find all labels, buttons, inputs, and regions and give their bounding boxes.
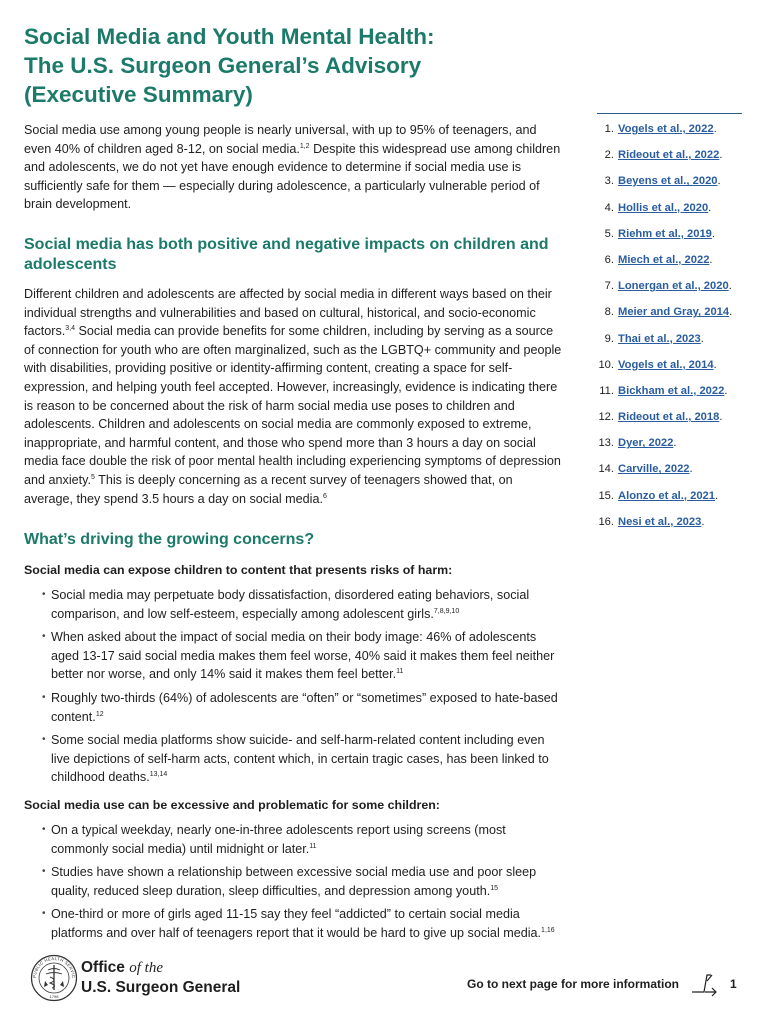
list-item: • Some social media platforms show suicide- and self-harm-related content including even live depictions of self-harm acts, content which, in certain tragic cases, has been linked to childhood deaths.$^{13,14}$ xyxy=(24,731,564,787)
reference-number: 16. xyxy=(598,515,614,528)
next-page-link[interactable]: Go to next page for more information xyxy=(467,977,680,991)
reference-item: 8. Meier and Gray, 2014 . xyxy=(597,305,742,331)
title-line-2: The U.S. Surgeon General’s Advisory xyxy=(24,53,422,78)
seal-year: 1798 xyxy=(49,994,59,999)
office-word: Office xyxy=(81,959,125,976)
references-list xyxy=(597,122,742,541)
reference-item: 12. Rideout et al., 2018 . xyxy=(598,411,723,424)
reference-link[interactable]: Meier and Gray, 2014 xyxy=(618,306,730,319)
reference-number: 11. xyxy=(599,384,614,397)
list-item: • Social media may perpetuate body dissatisfaction, disordered eating behaviors, social comparison, and low self-esteem, especially among adolescent girls.$^{7,8,9,10}$ xyxy=(24,586,564,623)
reference-number: 6. xyxy=(604,253,614,266)
title-line-1: Social Media and Youth Mental Health: xyxy=(24,24,435,49)
reference-link[interactable]: Hollis et al., 2020 xyxy=(618,201,709,214)
page-number: 1 xyxy=(730,977,737,991)
reference-link[interactable]: Rideout et al., 2022 xyxy=(618,149,720,162)
references-sidebar xyxy=(597,113,742,541)
reference-number: 13. xyxy=(598,437,614,450)
title-line-3: (Executive Summary) xyxy=(24,82,253,107)
svg-text:PUBLIC HEALTH SERVICE xyxy=(30,954,76,979)
reference-item: 10. Vogels et al., 2014 . xyxy=(598,358,717,371)
reference-item: 6. Miech et al., 2022 . xyxy=(597,253,742,279)
reference-link[interactable]: Nesi et al., 2023 xyxy=(618,515,702,528)
reference-link[interactable]: Alonzo et al., 2021 xyxy=(618,489,715,502)
reference-link[interactable]: Vogels et al., 2014 xyxy=(618,358,714,371)
reference-link[interactable]: Beyens et al., 2020 xyxy=(618,175,718,188)
reference-item: 7. Lonergan et al., 2020 . xyxy=(597,279,742,305)
reference-item: 9. Thai et al., 2023 . xyxy=(597,332,742,358)
reference-link[interactable]: Bickham et al., 2022 xyxy=(618,384,725,397)
subheading-content-risks: Social media can expose children to content that presents risks of harm: xyxy=(24,563,453,578)
content-risks-list xyxy=(24,586,564,787)
reference-link[interactable]: Thai et al., 2023 xyxy=(618,332,701,345)
reference-number: 8. xyxy=(604,306,614,319)
reference-link[interactable]: Lonergan et al., 2020 xyxy=(618,280,729,293)
reference-item: 16. Nesi et al., 2023 . xyxy=(598,515,705,528)
reference-number: 5. xyxy=(604,227,614,240)
reference-number: 9. xyxy=(604,332,614,345)
office-name xyxy=(81,958,240,997)
reference-number: 7. xyxy=(604,280,614,293)
reference-item: 13. Dyer, 2022 . xyxy=(598,437,677,450)
reference-number: 15. xyxy=(598,489,614,502)
reference-item: 4. Hollis et al., 2020 . xyxy=(597,201,742,227)
reference-item: 15. Alonzo et al., 2021 . xyxy=(598,489,719,502)
list-item: • When asked about the impact of social media on their body image: 46% of adolescents aged 13-17 said social media makes them feel worse, 40% said it makes them feel neither better nor worse, and only 14% said it makes them feel better.$^{11}$ xyxy=(24,628,564,684)
list-item: • Studies have shown a relationship between excessive social media use and poor sleep quality, reduced sleep duration, sleep difficulties, and depression among youth.$^{15}$ xyxy=(24,863,564,900)
next-page-arrow-icon[interactable] xyxy=(690,971,722,997)
reference-number: 1. xyxy=(604,123,614,135)
reference-number: 4. xyxy=(604,201,614,214)
intro-paragraph: Social media use among young people is nearly universal, with up to 95% of teenagers, and even 40% of children aged 8-12, on social media.$^{1,2}$ Despite this widespread use among children and adolescents, we do not yet have enough evidence to determine if social media use is sufficiently safe for them — especially during adolescence, a particularly vulnerable period of brain development. xyxy=(24,123,561,212)
reference-item: 3. Beyens et al., 2020 . xyxy=(597,174,742,200)
reference-item: 2. Rideout et al., 2022 . xyxy=(597,148,742,174)
seal-text: PUBLIC HEALTH SERVIC xyxy=(31,955,77,979)
subheading-excessive-use: Social media use can be excessive and problematic for some children: xyxy=(24,798,440,813)
section-heading-impacts: Social media has both positive and negative impacts on children and adolescents xyxy=(24,235,549,273)
reference-number: 14. xyxy=(598,463,614,476)
reference-link[interactable]: Dyer, 2022 xyxy=(618,437,674,450)
reference-number: 10. xyxy=(598,358,614,371)
list-item: • Roughly two-thirds (64%) of adolescents are “often” or “sometimes” exposed to hate-based content.$^{12}$ xyxy=(24,689,564,726)
reference-item: 14. Carville, 2022 . xyxy=(598,463,693,476)
office-name-line-2: U.S. Surgeon General xyxy=(81,979,241,996)
page-title xyxy=(24,22,564,109)
reference-number: 12. xyxy=(598,411,614,424)
of-the-word: of the xyxy=(129,960,163,976)
public-health-service-seal-icon xyxy=(30,954,78,1002)
reference-item: 1. Vogels et al., 2022 . xyxy=(597,122,742,148)
reference-link[interactable]: Vogels et al., 2022 xyxy=(618,123,714,135)
reference-link[interactable]: Miech et al., 2022 xyxy=(618,253,710,266)
list-item: • One-third or more of girls aged 11-15 say they feel “addicted” to certain social media platforms and over half of teenagers report that it would be hard to give up social media.$^{1,16}$ xyxy=(24,905,564,942)
excessive-use-list xyxy=(24,821,564,943)
reference-number: 3. xyxy=(604,175,614,188)
reference-item: 11. Bickham et al., 2022 . xyxy=(597,384,742,410)
reference-link[interactable]: Carville, 2022 xyxy=(618,463,690,476)
reference-number: 2. xyxy=(604,149,614,162)
impacts-paragraph: Different children and adolescents are affected by social media in different ways based on their individual strengths and vulnerabilities and based on cultural, historical, and socio-economic factors.$^{3,4}$ Social media can provide benefits for some children, including by serving as a source of connection for youth who are often marginalized, such as the LGBTQ+ community and people with disabilities, providing positive or identity-affirming content, creating a space for self-expression, and helping youth feel accepted. However, increasingly, evidence is indicating there is reason to be concerned about the risk of harm social media use poses to children and adolescents. Children and adolescents on social media are commonly exposed to extreme, inappropriate, and harmful content, and those who spend more than 3 hours a day on social media face double the risk of poor mental health including experiencing symptoms of depression and anxiety.$^5$ This is deeply concerning as a recent survey of teenagers showed that, on average, they spend 3.5 hours a day on social media.$^6$ xyxy=(24,286,562,506)
list-item: • On a typical weekday, nearly one-in-three adolescents report using screens (most commonly social media) until midnight or later.$^{11}$ xyxy=(24,821,564,858)
main-content xyxy=(24,121,564,948)
section-heading-concerns: What’s driving the growing concerns? xyxy=(24,531,315,549)
reference-link[interactable]: Riehm et al., 2019 xyxy=(618,227,712,240)
reference-link[interactable]: Rideout et al., 2018 xyxy=(618,411,720,424)
reference-item: 5. Riehm et al., 2019 . xyxy=(597,227,742,253)
